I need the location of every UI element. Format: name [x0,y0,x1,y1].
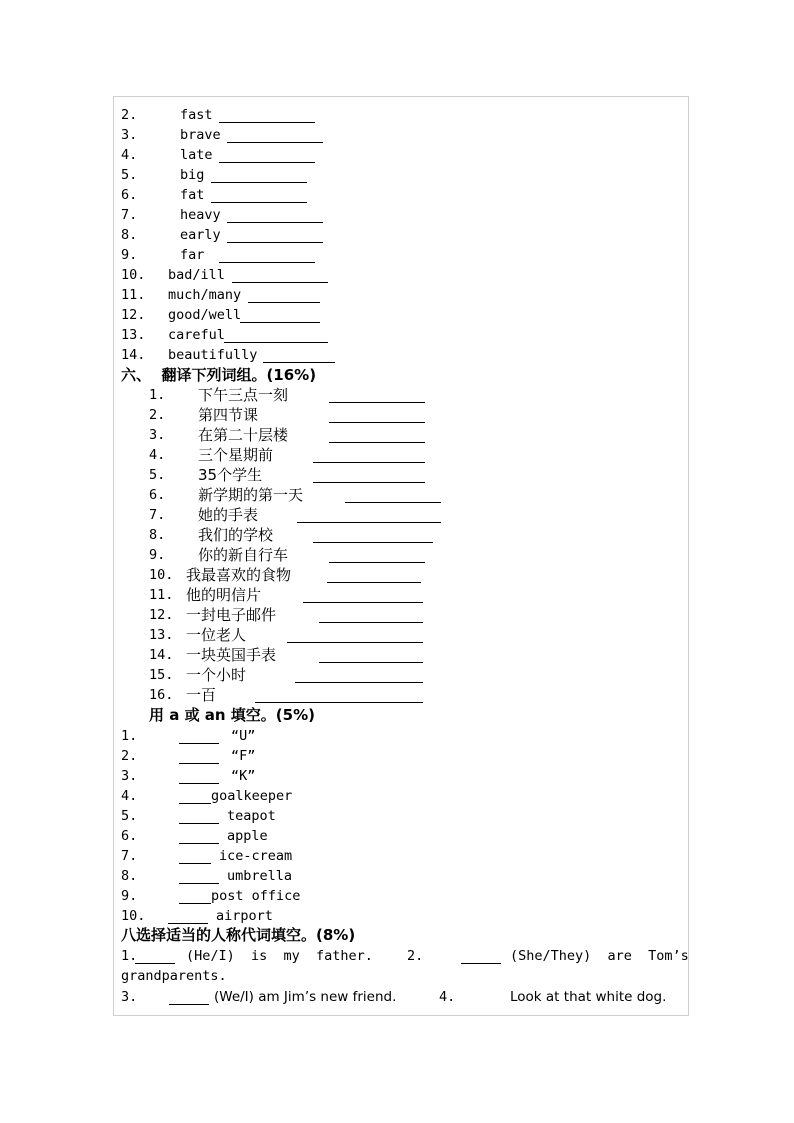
adverb-item-8-answer-blank[interactable] [227,242,323,243]
article-item-3-row [121,766,681,786]
adverb-item-8-text: early [180,227,221,243]
translate-item-2-answer-blank[interactable] [329,422,425,423]
translate-item-14-row [149,645,709,665]
translate-item-16-number: 16. [149,687,174,703]
article-item-8-answer-blank[interactable] [179,883,219,884]
translate-item-1-row [149,385,709,405]
translate-item-3-text: 在第二十层楼 [198,426,289,444]
adverb-item-11-text: much/many [168,287,242,303]
article-item-8-text: umbrella [227,868,293,884]
question-2-continuation: grandparents. [121,968,227,984]
question-1-text: (He/I) is my father. [186,948,373,964]
article-item-4-answer-blank[interactable] [179,803,211,804]
translate-item-12-text: 一封电子邮件 [186,606,277,624]
article-item-9-row [121,886,681,906]
translate-item-1-text: 下午三点一刻 [198,386,289,404]
translate-item-3-answer-blank[interactable] [329,442,425,443]
adverb-item-5-answer-blank[interactable] [211,182,307,183]
translate-item-8-text: 我们的学校 [198,526,274,544]
translate-item-5-row [149,465,709,485]
translate-item-13-text: 一位老人 [186,626,247,644]
translate-item-9-answer-blank[interactable] [329,562,425,563]
translate-item-8-number: 8. [149,527,166,543]
translate-item-11-text: 他的明信片 [186,586,262,604]
translate-item-8-answer-blank[interactable] [313,542,433,543]
translate-item-7-answer-blank[interactable] [297,522,441,523]
translate-item-2-text: 第四节课 [198,406,259,424]
adverb-item-14-text: beautifully [168,347,258,363]
adverb-item-4-number: 4. [121,147,138,163]
adverb-item-13-answer-blank[interactable] [224,342,328,343]
translate-item-2-number: 2. [149,407,166,423]
article-item-3-text: “K” [231,768,256,784]
adverb-item-2-answer-blank[interactable] [219,122,315,123]
article-item-1-answer-blank[interactable] [179,743,219,744]
translate-item-6-answer-blank[interactable] [345,502,441,503]
translate-item-12-row [149,605,709,625]
adverb-item-12-number: 12. [121,307,146,323]
article-item-1-row [121,726,681,746]
adverb-item-2-number: 2. [121,107,138,123]
translate-item-9-number: 9. [149,547,166,563]
translate-item-6-number: 6. [149,487,166,503]
adverb-item-10-text: bad/ill [168,267,225,283]
adverb-item-2-text: fast [180,107,213,123]
adverb-item-8-row [121,225,681,245]
adverb-item-7-text: heavy [180,207,221,223]
translate-item-14-number: 14. [149,647,174,663]
article-item-2-text: “F” [231,748,256,764]
article-item-10-text: airport [216,908,273,924]
adverb-item-12-text: good/well [168,307,242,323]
article-item-5-number: 5. [121,808,138,824]
translate-item-3-number: 3. [149,427,166,443]
translate-item-11-number: 11. [149,587,174,603]
adverb-item-13-number: 13. [121,327,146,343]
translate-item-5-number: 5. [149,467,166,483]
question-3-number: 3. [121,989,138,1005]
adverb-item-11-row [121,285,681,305]
adverb-item-6-row [121,185,681,205]
article-item-5-answer-blank[interactable] [179,823,219,824]
translate-item-11-answer-blank[interactable] [303,602,423,603]
article-item-9-text: post office [211,888,301,904]
translate-item-7-text: 她的手表 [198,506,259,524]
translate-item-9-row [149,545,709,565]
translate-item-8-row [149,525,709,545]
article-item-10-number: 10. [121,908,146,924]
question-1-number: 1. [121,948,138,964]
adverb-item-14-number: 14. [121,347,146,363]
adverb-item-9-answer-blank[interactable] [219,262,315,263]
translate-item-7-row [149,505,709,525]
translate-item-7-number: 7. [149,507,166,523]
section-8-heading: 八选择适当的人称代词填空。(8%) [121,926,356,944]
section-6-heading: 六、 翻译下列词组。(16%) [121,366,317,384]
adverb-item-11-answer-blank[interactable] [248,302,320,303]
adverb-item-6-number: 6. [121,187,138,203]
article-item-4-row [121,786,681,806]
article-item-4-number: 4. [121,788,138,804]
adverb-item-13-row [121,325,681,345]
question-3-blank[interactable] [169,987,211,1007]
translate-item-6-text: 新学期的第一天 [198,486,304,504]
question-2-text: (She/They) are Tom’s [510,948,689,964]
article-item-8-number: 8. [121,868,138,884]
translate-item-2-row [149,405,709,425]
adverb-item-14-row [121,345,681,365]
translate-item-13-number: 13. [149,627,174,643]
translate-item-5-answer-blank[interactable] [313,482,425,483]
article-item-7-row [121,846,681,866]
translate-item-4-answer-blank[interactable] [313,462,425,463]
translate-item-10-answer-blank[interactable] [327,582,421,583]
adverb-item-3-number: 3. [121,127,138,143]
question-1-blank[interactable] [135,946,177,966]
translate-item-12-number: 12. [149,607,174,623]
article-item-7-number: 7. [121,848,138,864]
question-4-text: Look at that white dog. [510,989,667,1005]
adverb-item-2-row [121,105,681,125]
article-item-2-row [121,746,681,766]
adverb-item-7-row [121,205,681,225]
translate-item-9-text: 你的新自行车 [198,546,289,564]
adverb-item-8-number: 8. [121,227,138,243]
adverb-item-5-text: big [180,167,205,183]
translate-item-15-text: 一个小时 [186,666,247,684]
question-4-number: 4. [439,989,456,1005]
translate-item-14-text: 一块英国手表 [186,646,277,664]
translate-item-10-text: 我最喜欢的食物 [186,566,292,584]
adverb-item-12-row [121,305,681,325]
adverb-item-11-number: 11. [121,287,146,303]
adverb-item-6-text: fat [180,187,205,203]
article-item-7-answer-blank[interactable] [179,863,211,864]
article-item-9-number: 9. [121,888,138,904]
question-2-number: 2. [407,948,424,964]
article-item-5-text: teapot [227,808,276,824]
adverb-item-14-answer-blank[interactable] [263,362,335,363]
question-2-blank[interactable] [461,946,503,966]
article-item-9-answer-blank[interactable] [179,903,211,904]
translate-item-10-row [149,565,709,585]
translate-item-4-number: 4. [149,447,166,463]
translate-item-15-answer-blank[interactable] [295,682,423,683]
adverb-item-12-answer-blank[interactable] [240,322,320,323]
adverb-item-7-answer-blank[interactable] [227,222,323,223]
translate-item-10-number: 10. [149,567,174,583]
article-item-1-text: “U” [231,728,256,744]
article-item-6-answer-blank[interactable] [179,843,219,844]
translate-item-1-answer-blank[interactable] [329,402,425,403]
article-item-3-number: 3. [121,768,138,784]
adverb-item-9-text: far [180,247,205,263]
translate-item-13-answer-blank[interactable] [287,642,423,643]
translate-item-4-text: 三个星期前 [198,446,274,464]
article-item-2-number: 2. [121,748,138,764]
article-item-3-answer-blank[interactable] [179,783,219,784]
adverb-item-3-row [121,125,681,145]
adverb-item-10-number: 10. [121,267,146,283]
translate-item-13-row [149,625,709,645]
adverb-item-4-text: late [180,147,213,163]
adverb-item-10-answer-blank[interactable] [232,282,328,283]
article-item-6-row [121,826,681,846]
article-item-7-text: ice-cream [219,848,293,864]
adverb-item-4-row [121,145,681,165]
adverb-item-3-text: brave [180,127,221,143]
translate-item-16-text: 一百 [186,686,217,704]
translate-item-14-answer-blank[interactable] [319,662,423,663]
section-7-heading: 用 a 或 an 填空。(5%) [149,706,315,724]
translate-item-16-answer-blank[interactable] [255,702,423,703]
article-item-5-row [121,806,681,826]
adverb-item-9-row [121,245,681,265]
translate-item-3-row [149,425,709,445]
translate-item-15-number: 15. [149,667,174,683]
adverb-item-5-row [121,165,681,185]
adverb-item-9-number: 9. [121,247,138,263]
article-item-10-row [121,906,681,926]
translate-item-12-answer-blank[interactable] [319,622,423,623]
adverb-item-13-text: careful [168,327,225,343]
article-item-10-answer-blank[interactable] [168,923,208,924]
adverb-item-3-answer-blank[interactable] [227,142,323,143]
article-item-2-answer-blank[interactable] [179,763,219,764]
translate-item-16-row [149,685,709,705]
question-3-text: (We/I) am Jim’s new friend. [214,989,397,1005]
translate-item-4-row [149,445,709,465]
translate-item-15-row [149,665,709,685]
translate-item-11-row [149,585,709,605]
translate-item-6-row [149,485,709,505]
adverb-item-4-answer-blank[interactable] [219,162,315,163]
adverb-item-6-answer-blank[interactable] [211,202,307,203]
article-item-1-number: 1. [121,728,138,744]
translate-item-5-text: 35个学生 [198,466,263,484]
article-item-8-row [121,866,681,886]
adverb-item-7-number: 7. [121,207,138,223]
article-item-6-number: 6. [121,828,138,844]
adverb-item-5-number: 5. [121,167,138,183]
adverb-item-10-row [121,265,681,285]
article-item-6-text: apple [227,828,268,844]
translate-item-1-number: 1. [149,387,166,403]
article-item-4-text: goalkeeper [211,788,293,804]
